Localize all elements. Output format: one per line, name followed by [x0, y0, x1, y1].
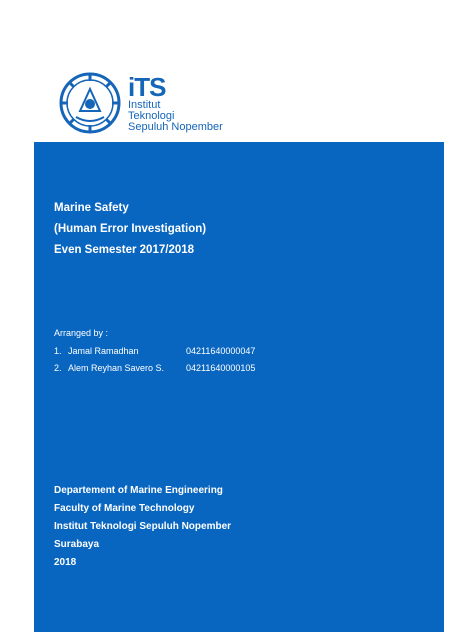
author-number: 2. — [54, 363, 62, 373]
department-line-1: Departement of Marine Engineering — [54, 485, 223, 496]
author-row — [54, 360, 255, 377]
author-id: 04211640000047 — [186, 346, 256, 356]
its-wordmark — [128, 71, 223, 133]
title-line-2: (Human Error Investigation) — [54, 223, 207, 235]
its-line-1: Institut — [128, 98, 161, 111]
author-row — [54, 343, 255, 360]
authors-section — [54, 326, 255, 377]
author-name: Alem Reyhan Savero S. — [68, 363, 165, 373]
title-line-1: Marine Safety — [54, 202, 129, 214]
department-line-3: Institut Teknologi Sepuluh Nopember — [54, 521, 232, 532]
department-line-2: Faculty of Marine Technology — [54, 503, 195, 514]
department-line-5: 2018 — [54, 557, 77, 568]
author-number: 1. — [54, 346, 62, 356]
department-section — [54, 482, 231, 572]
department-line-4: Surabaya — [54, 539, 100, 550]
its-abbr: iTS — [128, 71, 166, 102]
author-id: 04211640000105 — [186, 363, 256, 373]
its-line-3: Sepuluh Nopember — [128, 120, 223, 133]
title-line-3: Even Semester 2017/2018 — [54, 244, 195, 256]
report-title — [54, 198, 206, 261]
arranged-by-label: Arranged by : — [54, 328, 109, 338]
its-line-2: Teknologi — [128, 109, 175, 122]
its-emblem-icon — [58, 71, 122, 135]
its-logo — [52, 56, 223, 146]
author-name: Jamal Ramadhan — [68, 346, 139, 356]
cover-panel — [34, 142, 444, 632]
